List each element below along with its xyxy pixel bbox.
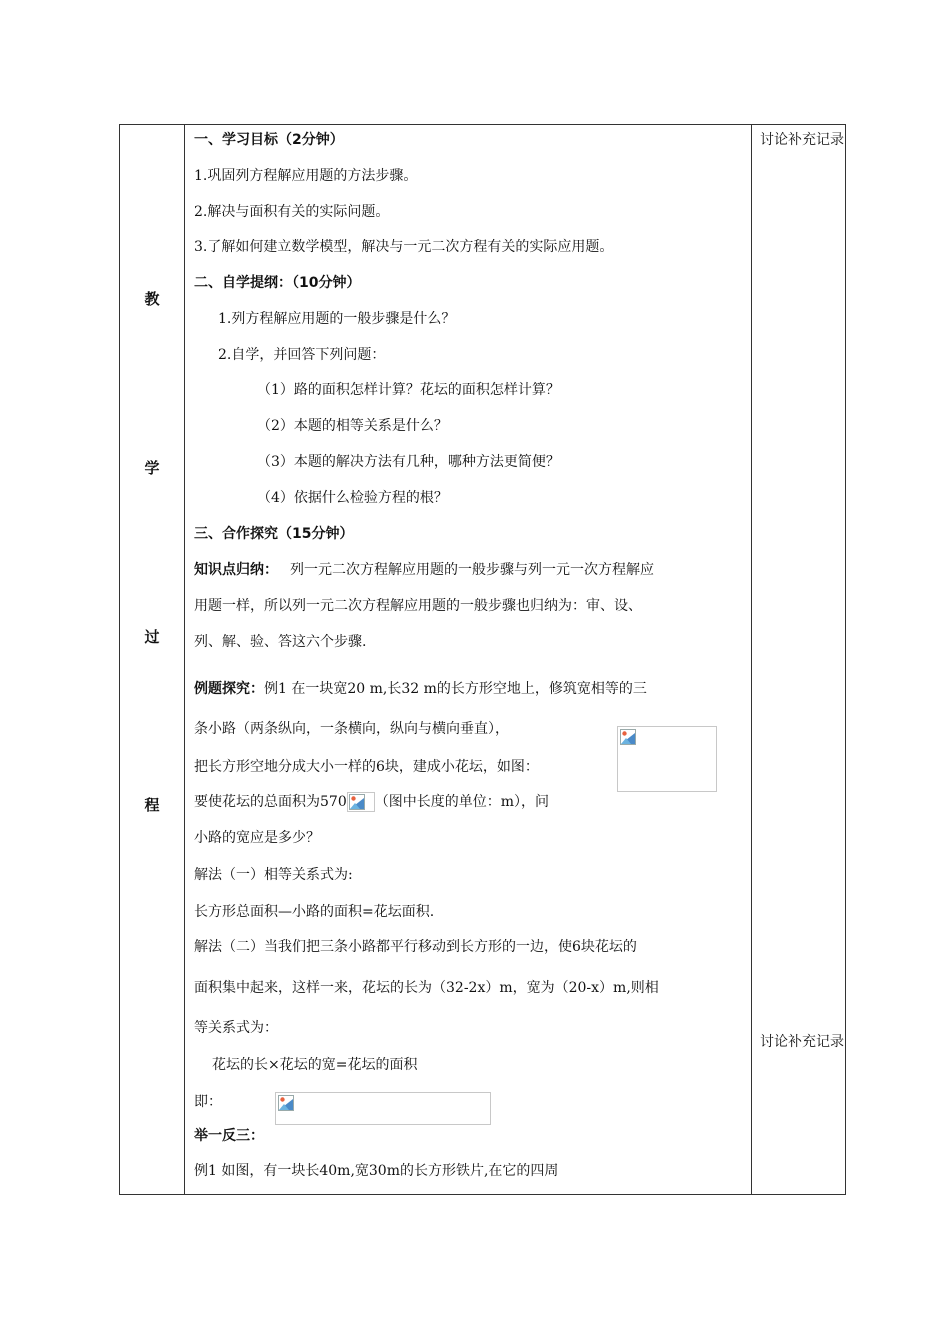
example-text: 要使花坛的总面积为570 (194, 794, 347, 810)
sub-question: （2）本题的相等关系是什么？ (257, 418, 448, 434)
section-heading: 举一反三： (194, 1128, 264, 1144)
goal-item: 1.巩固列方程解应用题的方法步骤。 (194, 168, 418, 184)
broken-image-icon (349, 794, 365, 810)
example-text: （图中长度的单位：m），问 (374, 794, 550, 810)
method-line: 等关系式为： (194, 1020, 278, 1036)
example-line: 把长方形空地分成大小一样的6块，建成小花坛，如图： (194, 759, 539, 775)
broken-image-icon (620, 729, 636, 745)
knowledge-text: 列一元二次方程解应用题的一般步骤与列一元一次方程解应 (290, 562, 654, 578)
unit-image-placeholder (347, 792, 375, 812)
example-line (194, 678, 647, 698)
knowledge-line (194, 559, 654, 579)
section-heading: 二、自学提纲：（10分钟） (194, 275, 361, 291)
outline-question: 1.列方程解应用题的一般步骤是什么？ (218, 311, 456, 327)
side-label-char: 教 (144, 290, 160, 308)
sub-question: （1）路的面积怎样计算？花坛的面积怎样计算？ (257, 382, 560, 398)
equation-image-placeholder (275, 1092, 491, 1125)
relation-line: 花坛的长×花坛的宽=花坛的面积 (212, 1057, 418, 1073)
goal-item: 2.解决与面积有关的实际问题。 (194, 204, 390, 220)
side-label-char: 程 (144, 796, 160, 814)
knowledge-line: 用题一样，所以列一元二次方程解应用题的一般步骤也归纳为：审、设、 (194, 598, 642, 614)
exercise-line: 例1 如图，有一块长40m,宽30m的长方形铁片,在它的四周 (194, 1163, 559, 1179)
method-line: 解法（一）相等关系式为: (194, 867, 353, 883)
side-label-char: 过 (144, 628, 160, 646)
outline-question: 2.自学，并回答下列问题： (218, 347, 386, 363)
example-text: 例1 在一块宽20 m,长32 m的长方形空地上，修筑宽相等的三 (264, 681, 647, 697)
method-line: 长方形总面积—小路的面积=花坛面积. (194, 904, 435, 920)
side-label-char: 学 (144, 459, 160, 477)
example-label: 例题探究： (194, 681, 264, 697)
example-line: 条小路（两条纵向，一条横向，纵向与横向垂直）， (194, 721, 509, 737)
column-divider (184, 125, 185, 1194)
column-divider (751, 125, 752, 1194)
figure-image-placeholder (617, 726, 717, 792)
method-line: 面积集中起来，这样一来，花坛的长为（32-2x）m，宽为（20-x）m,则相 (194, 980, 659, 996)
section-heading: 一、学习目标（2分钟） (194, 132, 344, 148)
sub-question: （4）依据什么检验方程的根？ (257, 490, 448, 506)
section-heading: 三、合作探究（15分钟） (194, 526, 354, 542)
goal-item: 3.了解如何建立数学模型，解决与一元二次方程有关的实际应用题。 (194, 239, 614, 255)
discussion-note: 讨论补充记录 (760, 132, 844, 148)
knowledge-line: 列、解、验、答这六个步骤. (194, 634, 367, 650)
lesson-table (119, 124, 846, 1195)
sub-question: （3）本题的解决方法有几种，哪种方法更简便？ (257, 454, 560, 470)
method-line: 即： (194, 1094, 222, 1110)
example-line (194, 791, 549, 812)
discussion-note: 讨论补充记录 (760, 1034, 844, 1050)
knowledge-label: 知识点归纳： (194, 562, 278, 578)
example-line: 小路的宽应是多少？ (194, 830, 320, 846)
method-line: 解法（二）当我们把三条小路都平行移动到长方形的一边，使6块花坛的 (194, 939, 637, 955)
broken-image-icon (278, 1095, 294, 1111)
